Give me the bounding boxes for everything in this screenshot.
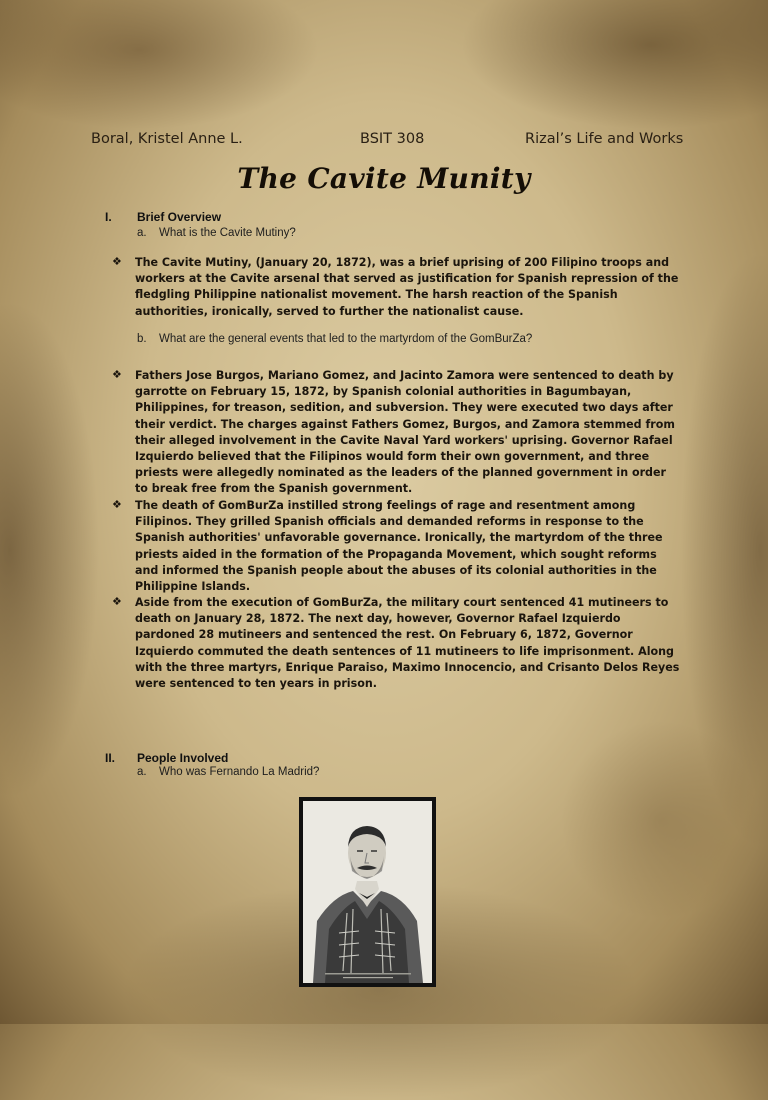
question-a bbox=[137, 227, 296, 239]
section-heading-overview bbox=[105, 210, 221, 224]
subject-title: Rizal’s Life and Works bbox=[525, 131, 684, 147]
section-title: People Involved bbox=[137, 751, 229, 765]
diamond-bullet-icon: ❖ bbox=[112, 499, 122, 511]
question-letter: b. bbox=[137, 333, 147, 345]
engraved-portrait-image bbox=[303, 801, 432, 983]
answer-bullet-mutineers bbox=[112, 595, 682, 692]
answer-text: Aside from the execution of GomBurZa, the military court sentenced 41 mutineers to death on January 28, 1872. The next day, however, Governor Rafael Izquierdo pardoned 28 mutineers and sentenced the rest. On February 6, 1872, Governor Izquierdo commuted the death sentences of 11 mutineers to life imprisonment. Along with the three martyrs, Enrique Paraiso, Maximo Innocencio, and Crisanto Delos Reyes were sentenced to ten years in prison. bbox=[135, 596, 680, 691]
question-a bbox=[137, 766, 319, 778]
section-heading-people bbox=[105, 751, 228, 765]
answer-bullet-gomburza bbox=[112, 498, 682, 595]
diamond-bullet-icon: ❖ bbox=[112, 256, 122, 268]
section-number: I. bbox=[105, 210, 112, 224]
question-text: What are the general events that led to the martyrdom of the GomBurZa? bbox=[159, 333, 533, 345]
question-b bbox=[137, 333, 532, 345]
question-letter: a. bbox=[137, 227, 147, 239]
diamond-bullet-icon: ❖ bbox=[112, 596, 122, 608]
question-letter: a. bbox=[137, 766, 147, 778]
answer-bullet-burgos bbox=[112, 368, 682, 498]
answer-text: Fathers Jose Burgos, Mariano Gomez, and Jacinto Zamora were sentenced to death by garrotte on February 15, 1872, by Spanish colonial authorities in Bagumbayan, Philippines, for treason, sedition, and subversion. They were executed two days after their verdict. The charges against Fathers Gomez, Burgos, and Zamora stemmed from their alleged involvement in the Cavite Naval Yard workers' uprising. Governor Rafael Izquierdo believed that the Filipinos would form their own government, and three priests were allegedly nominated as the leaders of the planned government in order to break free from the Spanish government. bbox=[135, 369, 675, 496]
diamond-bullet-icon: ❖ bbox=[112, 369, 122, 381]
question-text: What is the Cavite Mutiny? bbox=[159, 227, 296, 239]
answer-text: The Cavite Mutiny, (January 20, 1872), was a brief uprising of 200 Filipino troops and workers at the Cavite arsenal that served as justification for Spanish repression of the fledgling Philippine nationalist movement. The harsh reaction of the Spanish authorities, ironically, served to further the nationalist cause. bbox=[135, 256, 679, 318]
document-header bbox=[91, 131, 684, 153]
page-title: The Cavite Munity bbox=[237, 162, 531, 195]
portrait-frame bbox=[299, 797, 436, 987]
course-code: BSIT 308 bbox=[360, 131, 425, 147]
section-title: Brief Overview bbox=[137, 210, 222, 224]
section-number: II. bbox=[105, 751, 116, 765]
answer-bullet-mutiny bbox=[112, 255, 682, 320]
answer-text: The death of GomBurZa instilled strong feelings of rage and resentment among Filipinos. They grilled Spanish officials and demanded reforms in response to the Spanish authorities' unfavorable governance. Ironically, the martyrdom of the three priests aided in the formation of the Propaganda Movement, which sought reforms and informed the Spanish people about the abuses of its colonial authorities in the Philippine Islands. bbox=[135, 499, 663, 594]
author-name: Boral, Kristel Anne L. bbox=[91, 131, 243, 147]
question-text: Who was Fernando La Madrid? bbox=[159, 766, 320, 778]
